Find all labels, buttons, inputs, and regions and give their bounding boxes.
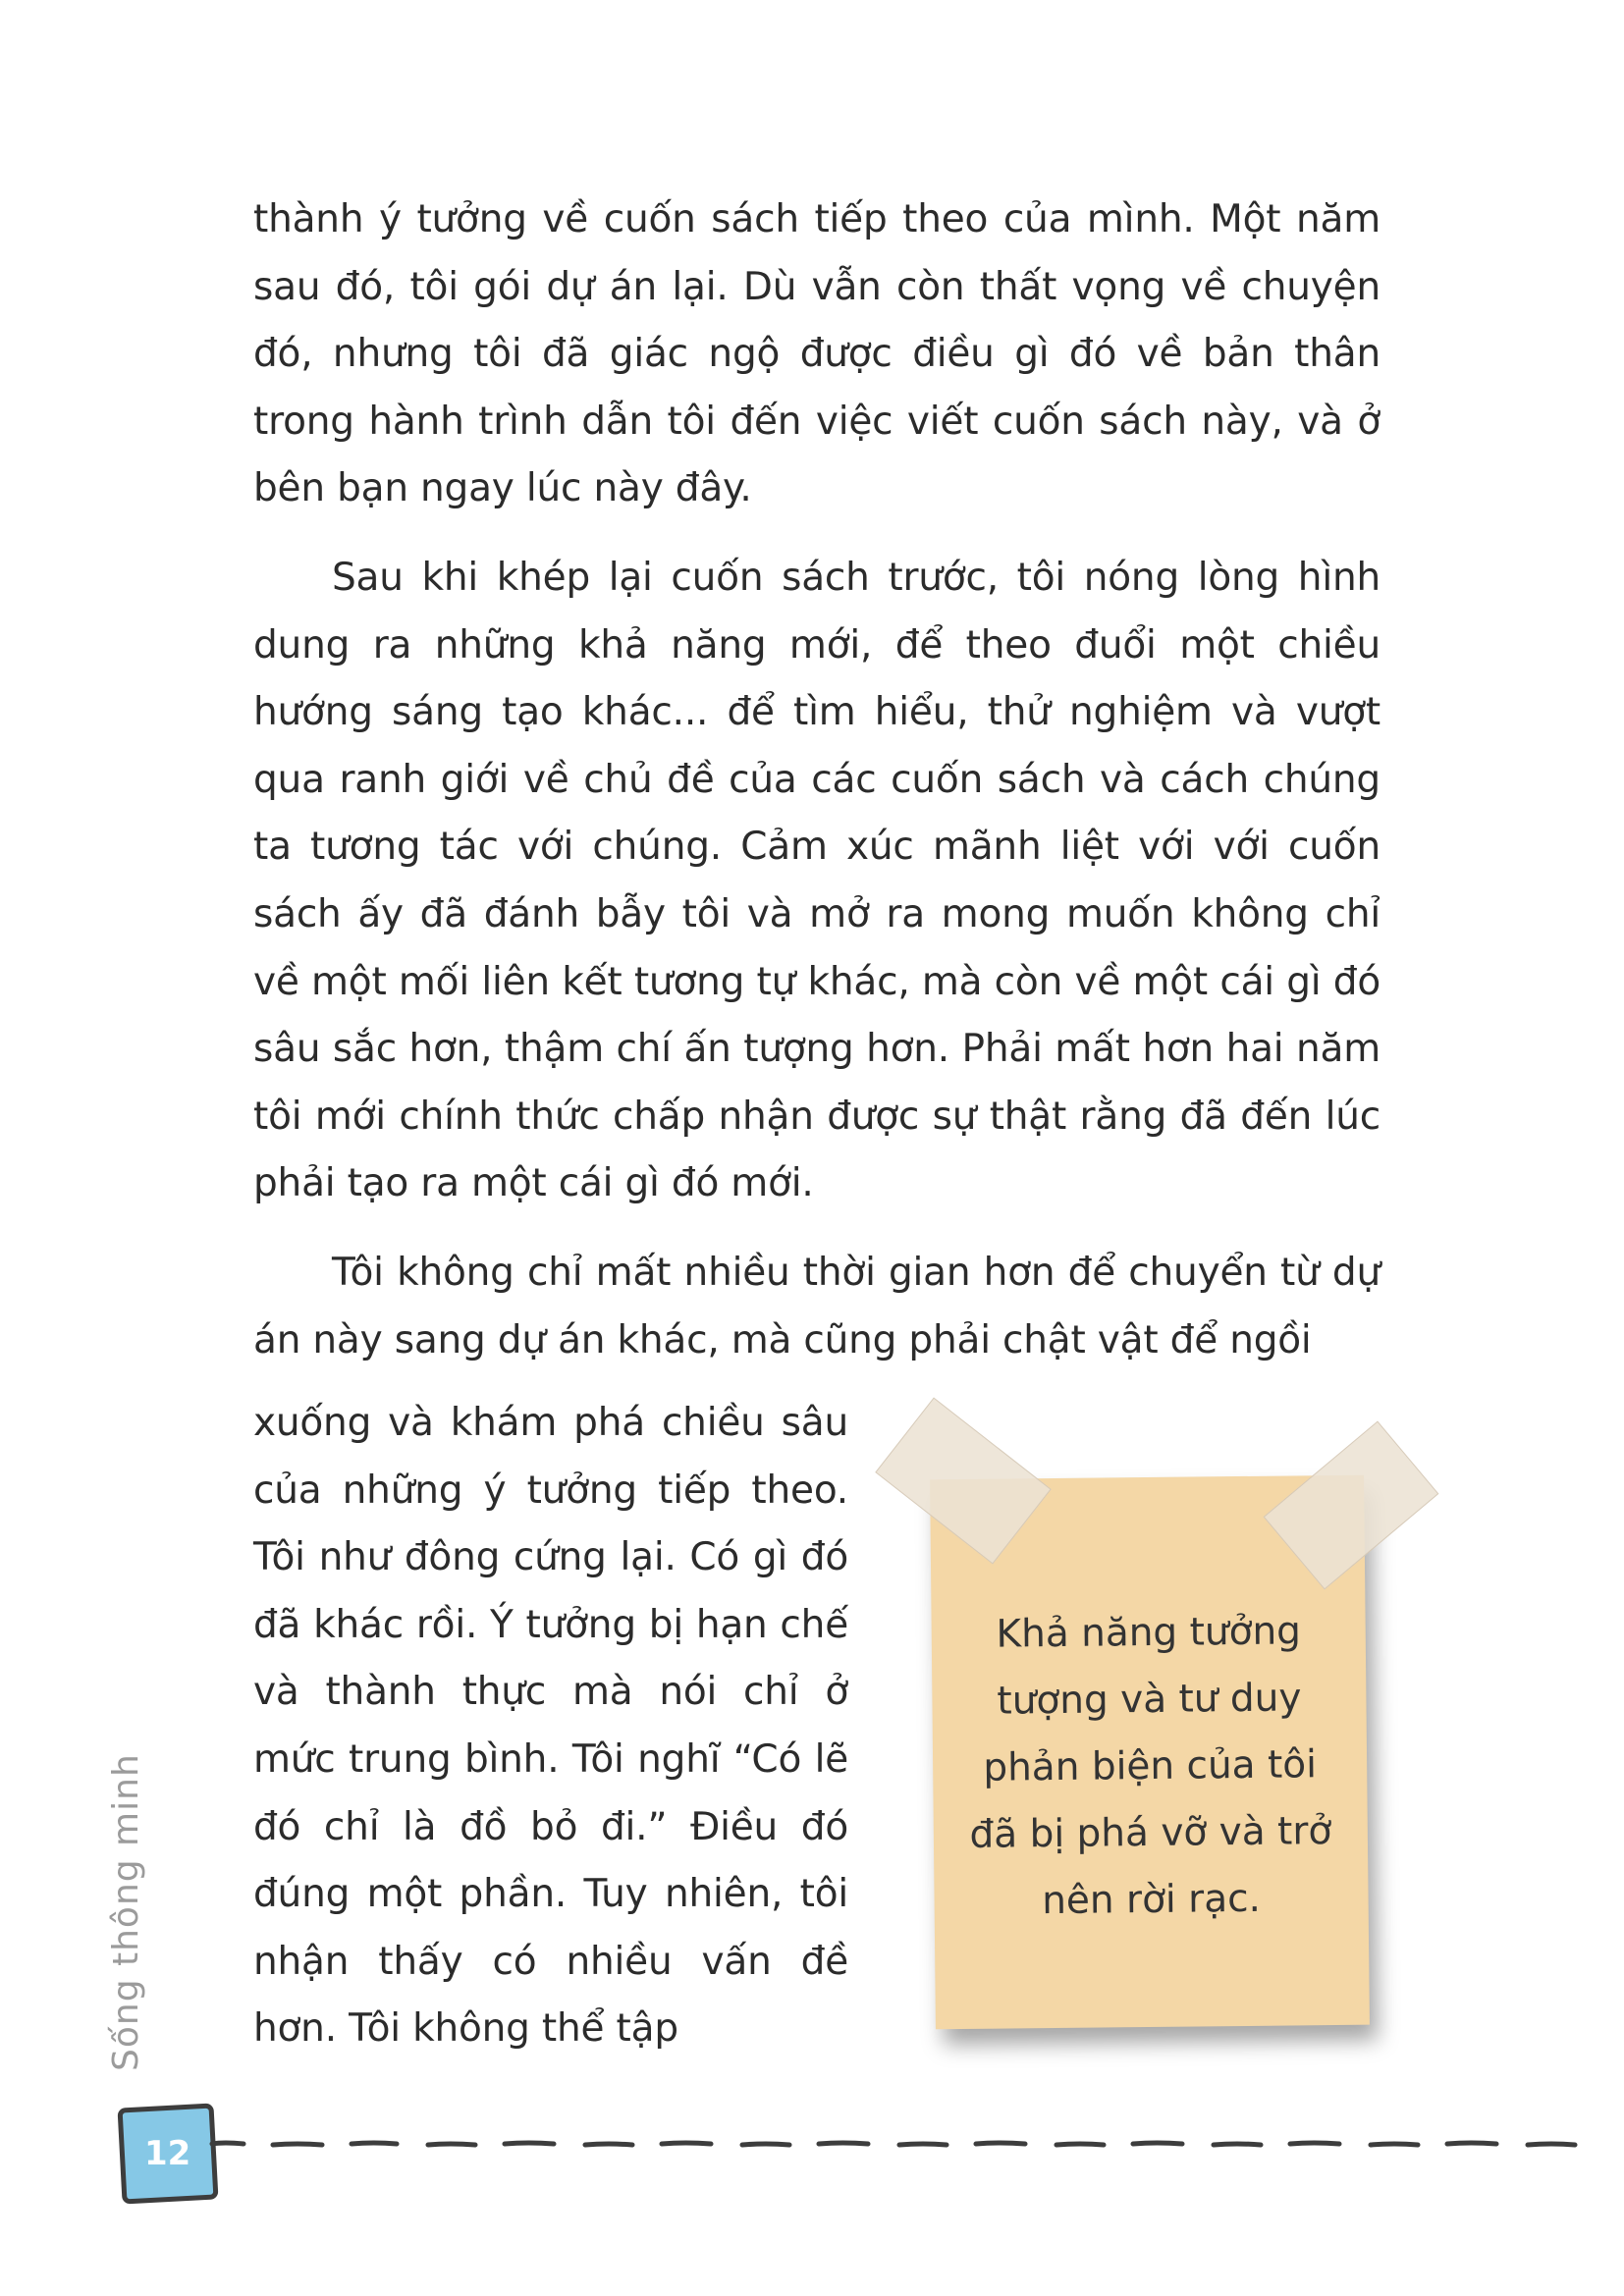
paragraph-3-continued: xuống và khám phá chiều sâu của những ý tưởng tiếp theo. Tôi như đông cứng lại. Có gì đó đã khác rồi. Ý tưởng bị hạn chế và thành thực mà nói chỉ ở mức trung bình. Tôi nghĩ “Có lẽ đó chỉ là đồ bỏ đi.” Điều đó đúng một phần. Tuy nhiên, tôi nhận thấy có nhiều vấn đề hơn. Tôi không thể tập [253, 1401, 848, 2052]
page-number: 12 [144, 2134, 191, 2174]
paragraph-1: thành ý tưởng về cuốn sách tiếp theo của mình. Một năm sau đó, tôi gói dự án lại. Dù vẫn còn thất vọng về chuyện đó, nhưng tôi đã giác ngộ được điều gì đó về bản thân trong hành trình dẫn tôi đến việc viết cuốn sách này, và ở bên bạn ngay lúc này đây. [253, 197, 1380, 511]
paragraph-3: Tôi không chỉ mất nhiều thời gian hơn để chuyển từ dự án này sang dự án khác, mà cũng phải chật vật để ngồi [253, 1250, 1380, 1362]
wrapped-text-column [253, 1390, 848, 2063]
sticky-note-text: Khả năng tưởng tượng và tư duy phản biện của tôi đã bị phá vỡ và trở nên rời rạc. [969, 1609, 1332, 1924]
paragraph-2: Sau khi khép lại cuốn sách trước, tôi nóng lòng hình dung ra những khả năng mới, để theo đuổi một chiều hướng sáng tạo khác... để tìm hiểu, thử nghiệm và vượt qua ranh giới về chủ đề của các cuốn sách và cách chúng ta tương tác với chúng. Cảm xúc mãnh liệt với với cuốn sách ấy đã đánh bẫy tôi và mở ra mong muốn không chỉ về một mối liên kết tương tự khác, mà còn về một cái gì đó sâu sắc hơn, thậm chí ấn tượng hơn. Phải mất hơn hai năm tôi mới chính thức chấp nhận được sự thật rằng đã đến lúc phải tạo ra một cái gì đó mới. [253, 555, 1380, 1206]
book-title-label: Sống thông minh [106, 1753, 146, 2071]
dashed-footer-line [204, 2132, 1618, 2156]
body-text [253, 187, 1380, 1374]
